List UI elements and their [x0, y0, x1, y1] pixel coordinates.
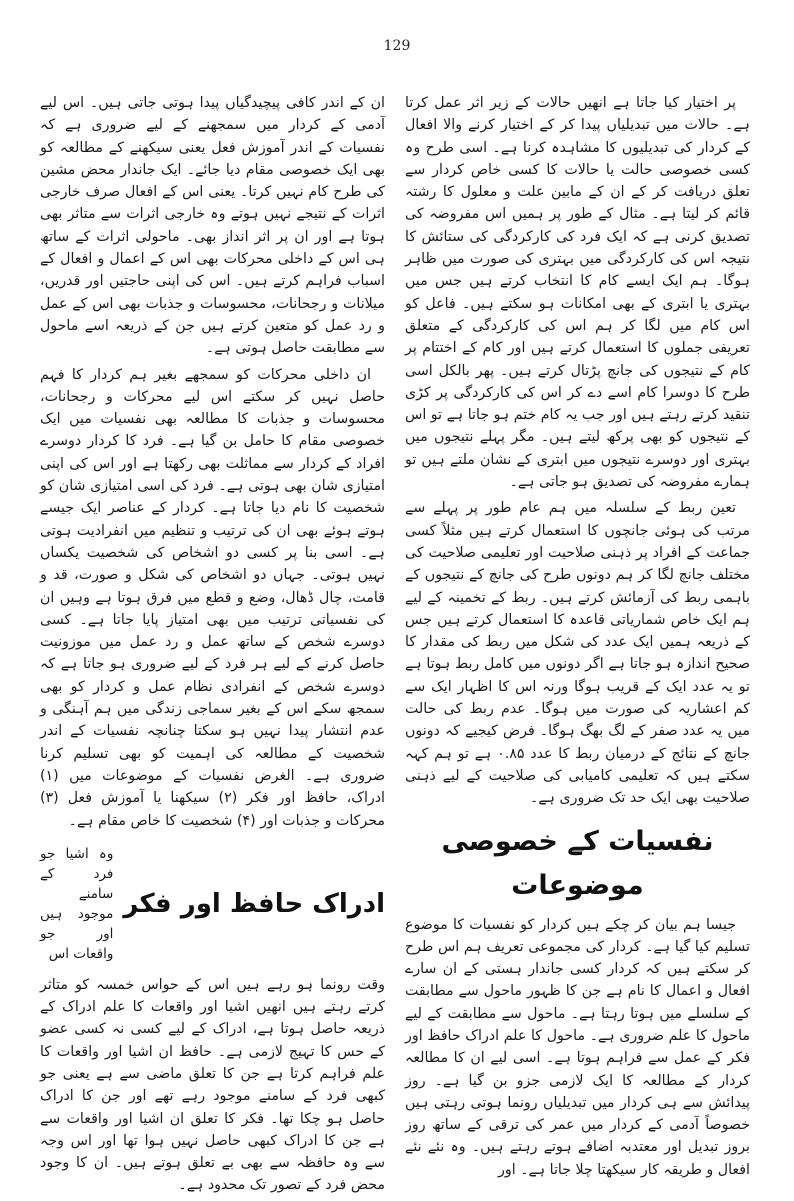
paragraph: وقت رونما ہو رہے ہیں اس کے حواس خمسہ کو متاثر کرتے رہتے ہیں انھیں اشیا اور واقعات کا علم ادراک کے ذریعہ حاصل ہوتا ہے، ادراک کے لیے کسی نہ کسی عضو کے حس کا تہیج لازمی ہے۔ حافظ ان اشیا اور واقعات کا علم فراہم کرتا ہے جن کا تعلق ماضی سے ہے یعنی جو کبھی فرد کے سامنے موجود رہے تھے اور جن کا ادراک حاصل ہو چکا تھا۔ فکر کا تعلق ان اشیا اور واقعات سے ہے جن کا ادراک کبھی حاصل نہیں ہوا تھا اور اس وجہ سے وہ حافظہ سے بھی بے تعلق ہوتے ہیں۔ ان کا وجود محض فرد کے تصور تک محدود ہے۔	[40, 976, 385, 1194]
section-heading: نفسیات کے خصوصی موضوعات	[441, 825, 714, 901]
left-column	[40, 92, 385, 1201]
page-number: 129	[383, 38, 411, 54]
paragraph: پر اختیار کیا جاتا ہے انھیں حالات کے زیر اثر عمل کرتا ہے۔ حالات میں تبدیلیاں پیدا کر کے اختیار کرنے والا افعال کے کردار کی تبدیلیوں کا مشاہدہ کرنا ہے۔ اسی طرح وہ کسی خصوصی حالت یا حالات کا کسی خاص کردار سے تعلق دریافت کر کے ان کے مابین علت و معلول کا رشتہ قائم کر لیتا ہے۔ مثال کے طور پر ہمیں اس مفروضہ کی تصدیق کرنی ہے کہ ایک فرد کی کارکردگی کی ستائش کا نتیجہ اس کی کارکردگی میں بہتری کی صورت میں ظاہر ہوگا۔ ہم ایک ایسے کام کا انتخاب کرتے ہیں جس میں بہتری یا ابتری کے بھی امکانات ہو سکتے ہیں۔ فاعل کو اس کام میں لگا کر ہم اس کی کارکردگی کے متعلق تعریفی جملوں کا استعمال کرتے ہیں اور کام کے اختتام پر کام کے نتیجوں کی جانچ پڑتال کرتے ہیں۔ پھر بالکل اسی طرح کا دوسرا کام اسے دے کر اس کی کارکردگی پر کڑی تنقید کرتے رہتے ہیں اور جب یہ کام ختم ہو جاتا ہے تو اس کے نتیجوں کو بھی پرکھ لیتے ہیں۔ مگر پہلے نتیجوں میں بہتری اور دوسرے نتیجوں میں ابتری کے نشان ملتے ہیں تو ہمارے مفروضہ کی تصدیق ہو جاتی ہے۔	[405, 95, 750, 491]
paragraph: ان کے اندر کافی پیچیدگیاں پیدا ہوتی جاتی ہیں۔ اس لیے آدمی کے کردار میں سمجھنے کے لیے ضروری ہے کہ نفسیات کے اندر آموزش فعل یعنی سیکھنے کے مطالعہ کو بھی ایک خصوصی مقام دیا جائے۔ ایک جاندار محض مشین کی طرح کام نہیں کرتا۔ یعنی اس کے افعال صرف خارجی اثرات کے نتیجے نہیں ہوتے وہ خارجی اثرات سے متاثر بھی ہوتا ہے اور ان پر اثر انداز بھی۔ ماحولی اثرات کے ساتھ ہی اس کے داخلی محرکات بھی اس کے اعمال و افعال کے اسباب فراہم کرتے ہیں۔ اس کی اپنی حاجتیں اور قدریں، میلانات و رجحانات، محسوسات و جذبات بھی اس کے عمل و رد عمل کو متعین کرتے ہیں جن کے ذریعہ اسے ماحول سے مطابقت حاصل ہوتی ہے۔	[40, 95, 385, 357]
paragraph: جیسا ہم بیان کر چکے ہیں کردار کو نفسیات کا موضوع تسلیم کیا گیا ہے۔ کردار کی مجموعی تعریف ہم اس طرح کر سکتے ہیں کہ کردار کسی جاندار ہستی کے ان سارے افعال و اعمال کا نام ہے جن کا ظہور ماحول سے مطابقت کے سلسلے میں ہوتا رہتا ہے۔ ماحول سے مطابقت کے لیے ماحول کا علم ضروری ہے۔ ماحول کا علم ادراک حافظ اور فکر کے عمل سے فراہم ہوتا ہے۔ اسی لیے ان کا مطالعہ کردار کے مطالعہ کا ایک لازمی جزو بن گیا ہے۔ روز پیدائش سے ہی کردار میں تبدیلیاں رونما ہوتی رہتی ہیں خصوصاً آدمی کے کردار میں عمر کی ترقی کے ساتھ روز بروز تبدیل اور معتدبہ اضافے ہوتے رہتے ہیں۔ وہ نئے نئے افعال و طریقہ کار سیکھتا چلا جاتا ہے۔ اور	[405, 916, 750, 1178]
section-heading-row	[40, 844, 385, 964]
right-column	[405, 92, 750, 1185]
paragraph: ان داخلی محرکات کو سمجھے بغیر ہم کردار کا فہم حاصل نہیں کر سکتے اس لیے محرکات و رجحانات، محسوسات و جذبات کا مطالعہ بھی نفسیات میں ایک خصوصی مقام کا حامل بن گیا ہے۔ فرد کا کردار دوسرے افراد کے کردار سے مماثلت بھی رکھتا ہے اور اس کی اپنی امتیازی شان بھی ہوتی ہے۔ فرد کی اسی امتیازی شان کو شخصیت کا نام دیا جاتا ہے۔ کردار کے عناصر ایک جیسے ہوتے ہوئے بھی ان کی ترتیب و تنظیم میں انفرادیت ہوتی ہے۔ اسی بنا پر کسی دو اشخاص کی شخصیت یکساں نہیں ہوتی۔ جہاں دو اشخاص کی شکل و صورت، قد و قامت، چال ڈھال، وضع و قطع میں فرق ہوتا ہے وہیں ان کی نفسیاتی ترتیب میں بھی امتیاز پایا جاتا ہے۔ کسی دوسرے شخص کے ساتھ عمل و رد عمل میں موزونیت حاصل کرنے کے لیے ہر فرد کے لیے ضروری ہو جاتا ہے کہ دوسرے شخص کے انفرادی نظام عمل و کردار کو بھی سمجھ سکے اس کے بغیر سماجی زندگی میں ہم آہنگی و عدم انتشار پیدا نہیں ہو سکتا چنانچہ نفسیات کے اندر شخصیت کے مطالعہ کی اہمیت کو بھی تسلیم کرنا ضروری ہے۔ الغرض نفسیات کے موضوعات میں (۱) ادراک، حافظ اور فکر (۲) سیکھنا یا آموزش فعل (۳) محرکات و جذبات اور (۴) شخصیت کا خاص مقام ہے۔	[40, 366, 385, 829]
section-heading: ادراک حافظ اور فکر	[123, 888, 385, 919]
heading-aside-text: وہ اشیا جو فرد کے سامنے موجود ہیں اور جو واقعات اس	[40, 845, 114, 962]
paragraph: تعین ربط کے سلسلہ میں ہم عام طور پر پہلے سے مرتب کی ہوئی جانچوں کا استعمال کرتے ہیں مثلاً کسی جماعت کے افراد پر ذہنی صلاحیت اور تعلیمی صلاحیت کی مختلف جانچ لگا کر ہم دونوں طرح کی جانچ کے نتیجوں کے باہمی ربط کی آزمائش کرتے ہیں۔ ربط کے تخمینہ کے لیے ہم ایک خاص شماریاتی قاعدہ کا استعمال کرتے ہیں جس کے ذریعہ ہمیں ایک عدد کی شکل میں ربط کی مقدار کا صحیح اندازہ ہو جاتا ہے اگر دونوں میں کامل ربط ہوتا ہے تو یہ عدد ایک کے قریب ہوگا ورنہ اس کا اظہار ایک سے کم اعشاریہ کی صورت میں ہوگا۔ عدم ربط کی حالت میں یہ عدد صفر کے لگ بھگ ہوگا۔ فرض کیجیے کہ دونوں جانچ کے نتائج کے درمیان ربط کا عدد ۰.۸۵ ہے تو ہم کہہ سکتے ہیں کہ تعلیمی کامیابی کی صلاحیت کے لیے ذہنی صلاحیت بھی ایک حد تک ضروری ہے۔	[405, 500, 750, 807]
